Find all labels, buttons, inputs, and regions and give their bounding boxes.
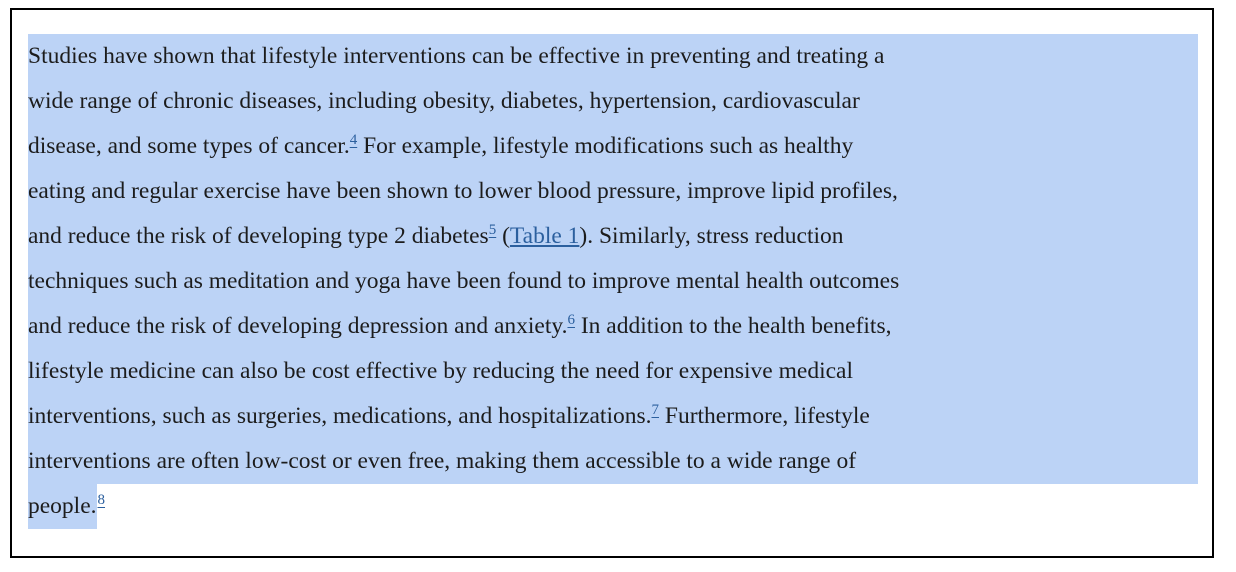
line-5-text-c: ). Similarly, stress reduction [579,223,844,249]
text-line-1 [28,34,1198,79]
line-6-text: techniques such as meditation and yoga have been found to improve mental health outcomes [28,268,900,294]
line-1-text: Studies have shown that lifestyle interventions can be effective in preventing and treating a [28,43,885,69]
document-frame [10,8,1214,558]
text-line-7 [28,304,1198,349]
line-5-text-a: and reduce the risk of developing type 2 diabetes [28,223,489,249]
line-8-text: lifestyle medicine can also be cost effective by reducing the need for expensive medical [28,358,853,384]
line-9-text-b: Furthermore, lifestyle [659,403,870,429]
text-line-5 [28,214,1198,259]
line-3-text-b: For example, lifestyle modifications such as healthy [357,133,854,159]
text-line-6 [28,259,1198,304]
table-1-link[interactable]: Table 1 [509,223,580,249]
line-10-text: interventions are often low-cost or even free, making them accessible to a wide range of [28,448,857,474]
line-2-text: wide range of chronic diseases, including obesity, diabetes, hypertension, cardiovascular [28,88,860,114]
reference-4-link[interactable]: 4 [349,132,358,149]
line-4-text: eating and regular exercise have been shown to lower blood pressure, improve lipid profiles, [28,178,898,204]
text-line-8 [28,349,1198,394]
line-7-text-a: and reduce the risk of developing depression and anxiety. [28,313,568,339]
line-5-text-b: ( [496,223,510,249]
text-line-10 [28,439,1198,484]
line-9-text-a: interventions, such as surgeries, medications, and hospitalizations. [28,403,652,429]
reference-7-link[interactable]: 7 [651,402,659,419]
body-paragraph[interactable] [28,34,1198,529]
line-11-text: people. [28,484,97,529]
text-line-11 [28,484,1198,529]
line-3-text-a: disease, and some types of cancer. [28,133,350,159]
reference-5-link[interactable]: 5 [488,222,497,239]
text-line-4 [28,169,1198,214]
reference-6-link[interactable]: 6 [567,312,575,329]
text-line-9 [28,394,1198,439]
text-line-3 [28,124,1198,169]
line-7-text-b: In addition to the health benefits, [574,313,892,339]
reference-8-link[interactable]: 8 [97,492,106,509]
text-line-2 [28,79,1198,124]
